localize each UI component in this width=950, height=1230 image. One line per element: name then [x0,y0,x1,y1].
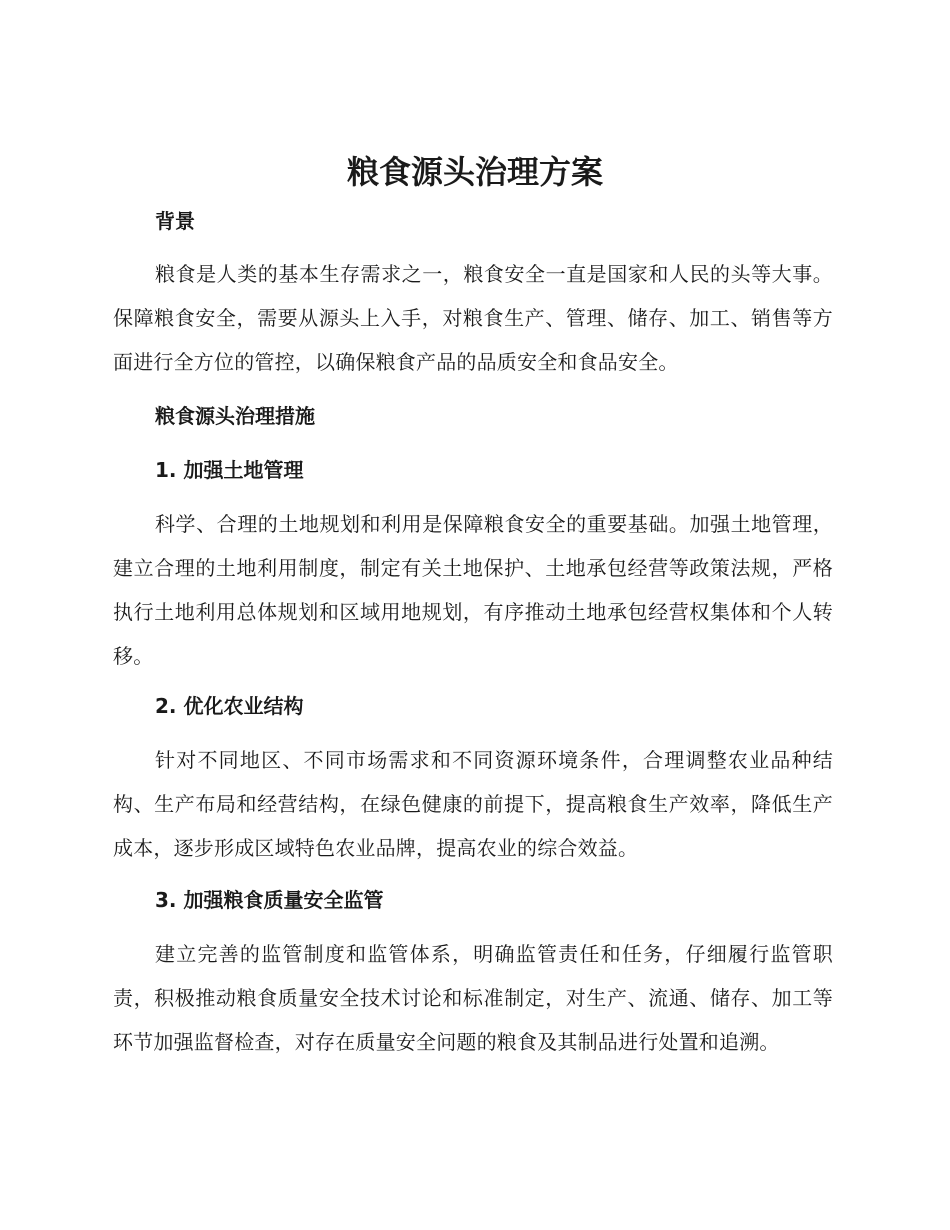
section-heading-agriculture-structure: 2. 优化农业结构 [155,694,304,718]
section-heading-background: 背景 [155,209,195,233]
document-title: 粮食源头治理方案 [346,153,603,191]
section-paragraph-land-management: 科学、合理的土地规划和利用是保障粮食安全的重要基础。加强土地管理，建立合理的土地利用制度，制定有关土地保护、土地承包经营等政策法规，严格执行土地利用总体规划和区域用地规划，有序推动土地承包经营权集体和个人转移。 [113,512,833,668]
section-heading-land-management: 1. 加强土地管理 [155,458,304,482]
section-heading-measures: 粮食源头治理措施 [155,404,315,428]
section-paragraph-background: 粮食是人类的基本生存需求之一，粮食安全一直是国家和人民的头等大事。保障粮食安全，需要从源头上入手，对粮食生产、管理、储存、加工、销售等方面进行全方位的管控，以确保粮食产品的品质安全和食品安全。 [113,262,833,374]
section-paragraph-quality-supervision: 建立完善的监管制度和监管体系，明确监管责任和任务，仔细履行监管职责，积极推动粮食质量安全技术讨论和标准制定，对生产、流通、储存、加工等环节加强监督检查，对存在质量安全问题的粮食及其制品进行处置和追溯。 [113,942,833,1054]
section-heading-quality-supervision: 3. 加强粮食质量安全监管 [155,888,384,912]
section-paragraph-agriculture-structure: 针对不同地区、不同市场需求和不同资源环境条件，合理调整农业品种结构、生产布局和经营结构，在绿色健康的前提下，提高粮食生产效率，降低生产成本，逐步形成区域特色农业品牌，提高农业的综合效益。 [113,748,833,860]
